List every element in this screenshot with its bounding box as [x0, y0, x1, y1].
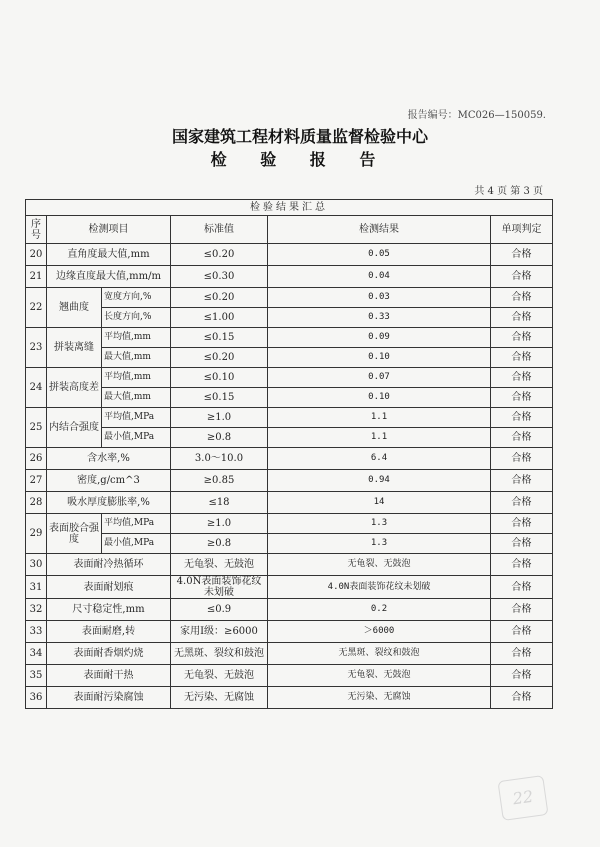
row-result: 14: [268, 492, 491, 514]
row-verdict: 合格: [491, 288, 553, 308]
table-row: [26, 388, 553, 408]
row-result: 1.3: [268, 534, 491, 554]
header-item: 检测项目: [47, 216, 171, 244]
row-verdict: 合格: [491, 621, 553, 643]
row-seq: 32: [26, 599, 47, 621]
row-standard: ≤0.20: [171, 288, 268, 308]
row-result: 无龟裂、无鼓泡: [268, 665, 491, 687]
row-standard: ≤0.30: [171, 266, 268, 288]
table-row: [26, 408, 553, 428]
row-verdict: 合格: [491, 534, 553, 554]
row-standard: ≤0.10: [171, 368, 268, 388]
row-standard: ≤0.20: [171, 244, 268, 266]
row-seq: 31: [26, 576, 47, 599]
row-result: 0.09: [268, 328, 491, 348]
row-verdict: 合格: [491, 470, 553, 492]
row-seq: 30: [26, 554, 47, 576]
row-verdict: 合格: [491, 348, 553, 368]
table-row: [26, 576, 553, 599]
row-subitem: 长度方向,%: [102, 308, 171, 328]
row-standard: ≥0.8: [171, 534, 268, 554]
row-verdict: 合格: [491, 448, 553, 470]
row-standard: ≤18: [171, 492, 268, 514]
row-standard: ≥1.0: [171, 408, 268, 428]
row-standard: ≤0.15: [171, 328, 268, 348]
table-row: [26, 470, 553, 492]
row-item: 表面耐划痕: [47, 576, 171, 599]
row-seq: 25: [26, 408, 47, 448]
row-verdict: 合格: [491, 599, 553, 621]
row-result: ＞6000: [268, 621, 491, 643]
row-subitem: 平均值,MPa: [102, 408, 171, 428]
row-verdict: 合格: [491, 244, 553, 266]
table-header-row: [26, 216, 553, 244]
row-verdict: 合格: [491, 266, 553, 288]
row-standard: ≤0.20: [171, 348, 268, 368]
row-verdict: 合格: [491, 643, 553, 665]
row-standard: ≥0.85: [171, 470, 268, 492]
row-verdict: 合格: [491, 388, 553, 408]
row-item: 直角度最大值,mm: [47, 244, 171, 266]
header-verdict: 单项判定: [491, 216, 553, 244]
row-standard: ≤0.9: [171, 599, 268, 621]
table-row: [26, 643, 553, 665]
row-subitem: 平均值,MPa: [102, 514, 171, 534]
row-verdict: 合格: [491, 428, 553, 448]
organization-title: 国家建筑工程材料质量监督检验中心: [171, 127, 428, 146]
row-item: 表面耐干热: [47, 665, 171, 687]
table-row: [26, 308, 553, 328]
row-subitem: 平均值,mm: [102, 368, 171, 388]
row-item: 翘曲度: [47, 288, 102, 328]
row-verdict: 合格: [491, 328, 553, 348]
table-row: [26, 554, 553, 576]
row-seq: 22: [26, 288, 47, 328]
row-result: 6.4: [268, 448, 491, 470]
row-subitem: 最小值,MPa: [102, 428, 171, 448]
row-result: 1.1: [268, 428, 491, 448]
row-verdict: 合格: [491, 408, 553, 428]
row-seq: 28: [26, 492, 47, 514]
row-verdict: 合格: [491, 687, 553, 709]
row-subitem: 平均值,mm: [102, 328, 171, 348]
row-result: 0.05: [268, 244, 491, 266]
table-title-row: [26, 200, 553, 216]
page-count: 共 4 页 第 3 页: [474, 186, 543, 197]
row-item: 吸水厚度膨胀率,%: [47, 492, 171, 514]
row-item: 尺寸稳定性,mm: [47, 599, 171, 621]
row-seq: 29: [26, 514, 47, 554]
row-item: 拼装离缝: [47, 328, 102, 368]
row-standard: ≤0.15: [171, 388, 268, 408]
row-verdict: 合格: [491, 368, 553, 388]
report-number: 报告编号：MC026—150059.: [407, 110, 546, 121]
row-seq: 33: [26, 621, 47, 643]
table-row: [26, 687, 553, 709]
row-result: 1.1: [268, 408, 491, 428]
row-seq: 21: [26, 266, 47, 288]
row-seq: 27: [26, 470, 47, 492]
row-item: 表面胶合强度: [47, 514, 102, 554]
row-item: 含水率,%: [47, 448, 171, 470]
table-row: [26, 288, 553, 308]
row-result: 0.04: [268, 266, 491, 288]
document-title: 检 验 报 告: [210, 150, 390, 169]
table-title: 检验结果汇总: [26, 200, 553, 216]
row-standard: 无龟裂、无鼓泡: [171, 554, 268, 576]
row-result: 无龟裂、无鼓泡: [268, 554, 491, 576]
row-result: 0.07: [268, 368, 491, 388]
row-result: 1.3: [268, 514, 491, 534]
table-row: [26, 534, 553, 554]
row-standard: 无污染、无腐蚀: [171, 687, 268, 709]
row-subitem: 最小值,MPa: [102, 534, 171, 554]
row-result: 0.03: [268, 288, 491, 308]
row-standard: 3.0～10.0: [171, 448, 268, 470]
row-standard: ≤1.00: [171, 308, 268, 328]
row-result: 0.33: [268, 308, 491, 328]
table-row: [26, 428, 553, 448]
row-item: 密度,g/cm^3: [47, 470, 171, 492]
row-seq: 23: [26, 328, 47, 368]
table-row: [26, 266, 553, 288]
row-result: 无黑斑、裂纹和鼓泡: [268, 643, 491, 665]
row-standard: ≥1.0: [171, 514, 268, 534]
results-table: [25, 199, 553, 709]
row-verdict: 合格: [491, 665, 553, 687]
row-result: 0.10: [268, 348, 491, 368]
row-subitem: 最大值,mm: [102, 348, 171, 368]
table-row: [26, 328, 553, 348]
row-result: 无污染、无腐蚀: [268, 687, 491, 709]
row-seq: 34: [26, 643, 47, 665]
row-subitem: 宽度方向,%: [102, 288, 171, 308]
row-item: 边缘直度最大值,mm/m: [47, 266, 171, 288]
row-standard: ≥0.8: [171, 428, 268, 448]
row-standard: 无龟裂、无鼓泡: [171, 665, 268, 687]
row-result: 4.0N表面装饰花纹未划破: [268, 576, 491, 599]
watermark-seal: 22: [497, 775, 548, 821]
table-row: [26, 348, 553, 368]
row-seq: 24: [26, 368, 47, 408]
row-item: 表面耐冷热循环: [47, 554, 171, 576]
row-verdict: 合格: [491, 514, 553, 534]
table-row: [26, 492, 553, 514]
row-item: 表面耐香烟灼烧: [47, 643, 171, 665]
row-seq: 35: [26, 665, 47, 687]
row-subitem: 最大值,mm: [102, 388, 171, 408]
table-row: [26, 665, 553, 687]
row-seq: 20: [26, 244, 47, 266]
row-item: 表面耐污染腐蚀: [47, 687, 171, 709]
table-row: [26, 599, 553, 621]
row-standard: 家用Ⅰ级：≥6000: [171, 621, 268, 643]
row-standard: 无黑斑、裂纹和鼓泡: [171, 643, 268, 665]
table-row: [26, 514, 553, 534]
row-result: 0.10: [268, 388, 491, 408]
row-verdict: 合格: [491, 554, 553, 576]
row-verdict: 合格: [491, 492, 553, 514]
row-standard: 4.0N表面装饰花纹未划破: [171, 576, 268, 599]
table-row: [26, 621, 553, 643]
row-verdict: 合格: [491, 576, 553, 599]
table-row: [26, 244, 553, 266]
row-result: 0.2: [268, 599, 491, 621]
row-item: 内结合强度: [47, 408, 102, 448]
header-seq: 序号: [26, 216, 47, 244]
row-seq: 26: [26, 448, 47, 470]
row-verdict: 合格: [491, 308, 553, 328]
table-row: [26, 448, 553, 470]
row-result: 0.94: [268, 470, 491, 492]
table-row: [26, 368, 553, 388]
header-standard: 标准值: [171, 216, 268, 244]
header-result: 检测结果: [268, 216, 491, 244]
row-item: 表面耐磨,转: [47, 621, 171, 643]
row-item: 拼装高度差: [47, 368, 102, 408]
row-seq: 36: [26, 687, 47, 709]
